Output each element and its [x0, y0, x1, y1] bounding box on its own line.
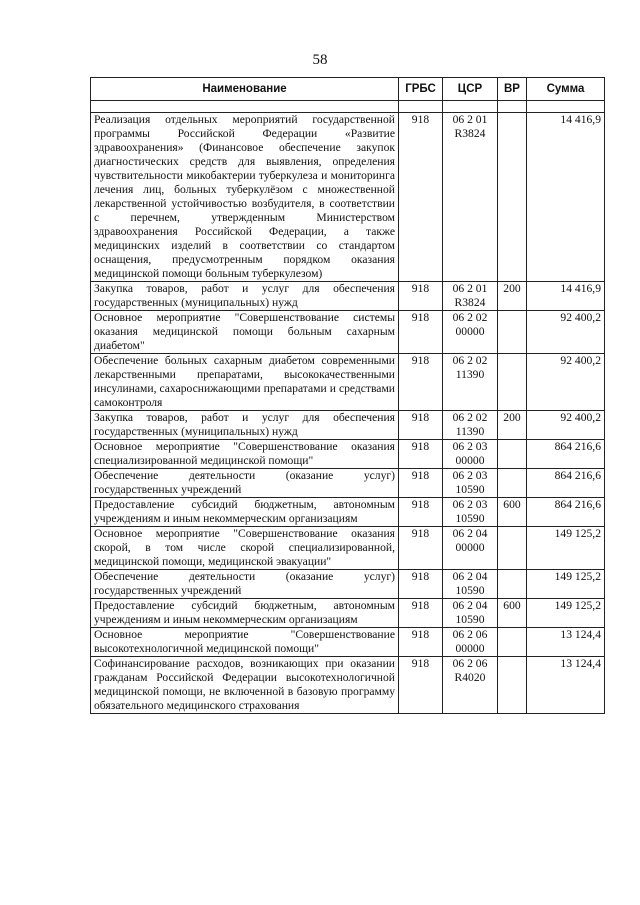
table-row: [91, 113, 605, 282]
row-csr: [443, 628, 498, 657]
row-csr-subcode: 10590: [455, 613, 485, 626]
row-csr-subcode: 00000: [455, 325, 485, 338]
row-csr: [443, 657, 498, 714]
row-csr-subcode: 11390: [455, 425, 485, 438]
row-grbs: 918: [399, 498, 443, 527]
row-vr: 200: [498, 411, 527, 440]
row-vr: [498, 657, 527, 714]
row-csr: [443, 599, 498, 628]
column-header-grbs: ГРБС: [399, 78, 443, 101]
table-row: [91, 498, 605, 527]
row-csr-code: 06 2 01: [452, 113, 488, 126]
budget-table: [90, 77, 605, 714]
row-csr-code: 06 2 06: [452, 657, 488, 670]
row-csr-subcode: R4020: [454, 671, 486, 684]
row-grbs: 918: [399, 282, 443, 311]
header-spacer-row: [91, 101, 605, 113]
table-row: [91, 282, 605, 311]
row-sum: 149 125,2: [527, 570, 605, 599]
table-row: [91, 311, 605, 354]
row-csr: [443, 570, 498, 599]
row-vr: 600: [498, 599, 527, 628]
row-name: Обеспечение деятельности (оказание услуг) государственных учреждений: [91, 469, 399, 498]
row-grbs: 918: [399, 440, 443, 469]
row-name: Закупка товаров, работ и услуг для обеспечения государственных (муниципальных) нужд: [91, 411, 399, 440]
row-vr: [498, 469, 527, 498]
table-row: [91, 440, 605, 469]
row-vr: [498, 311, 527, 354]
row-csr: [443, 354, 498, 411]
row-grbs: 918: [399, 113, 443, 282]
row-csr-subcode: 00000: [455, 454, 485, 467]
page-number: 58: [312, 52, 328, 68]
row-grbs: 918: [399, 354, 443, 411]
row-grbs: 918: [399, 570, 443, 599]
row-name: Реализация отдельных мероприятий государственной программы Российской Федерации «Развитие здравоохранения» (Финансовое обеспечение закупок диагностических средств для выявления, определения чувствительности микобактерии туберкулеза и мониторинга лечения лиц, больных туберкулёзом с множественной лекарственной устойчивостью возбудителя, в соответствии с перечнем, утвержденным Министерством здравоохранения Российской Федерации, а также медицинских изделий в соответствии со стандартом оснащения, предусмотренным порядком оказания медицинской помощи больным туберкулезом): [91, 113, 399, 282]
row-csr-subcode: 11390: [455, 368, 485, 381]
row-vr: [498, 440, 527, 469]
row-vr: [498, 628, 527, 657]
table-row: [91, 599, 605, 628]
row-csr-code: 06 2 03: [452, 440, 488, 453]
row-sum: 14 416,9: [527, 113, 605, 282]
row-csr: [443, 498, 498, 527]
row-name: Предоставление субсидий бюджетным, автономным учреждениям и иным некоммерческим организациям: [91, 599, 399, 628]
row-name: Софинансирование расходов, возникающих при оказании гражданам Российской Федерации высокотехнологичной медицинской помощи, не включенной в базовую программу обязательного медицинского страхования: [91, 657, 399, 714]
table-row: [91, 527, 605, 570]
row-grbs: 918: [399, 311, 443, 354]
column-header-vr: ВР: [498, 78, 527, 101]
row-csr: [443, 113, 498, 282]
row-csr-subcode: 00000: [455, 642, 485, 655]
row-sum: 149 125,2: [527, 527, 605, 570]
row-csr-code: 06 2 02: [452, 311, 488, 324]
row-grbs: 918: [399, 657, 443, 714]
row-csr-code: 06 2 06: [452, 628, 488, 641]
row-sum: 92 400,2: [527, 311, 605, 354]
row-sum: 92 400,2: [527, 354, 605, 411]
row-vr: 600: [498, 498, 527, 527]
row-csr: [443, 469, 498, 498]
column-header-sum: Сумма: [527, 78, 605, 101]
row-csr-code: 06 2 02: [452, 411, 488, 424]
row-csr: [443, 440, 498, 469]
row-csr-code: 06 2 03: [452, 498, 488, 511]
row-csr-code: 06 2 04: [452, 527, 488, 540]
row-sum: 13 124,4: [527, 628, 605, 657]
row-csr: [443, 311, 498, 354]
row-vr: 200: [498, 282, 527, 311]
row-name: Обеспечение деятельности (оказание услуг) государственных учреждений: [91, 570, 399, 599]
row-csr: [443, 411, 498, 440]
row-csr-subcode: 10590: [455, 512, 485, 525]
row-sum: 92 400,2: [527, 411, 605, 440]
table-header-row: [91, 78, 605, 101]
table-row: [91, 657, 605, 714]
table-row: [91, 411, 605, 440]
row-name: Основное мероприятие "Совершенствование оказания специализированной медицинской помощи": [91, 440, 399, 469]
row-vr: [498, 570, 527, 599]
row-csr-code: 06 2 04: [452, 599, 488, 612]
table-row: [91, 354, 605, 411]
row-name: Основное мероприятие "Совершенствование высокотехнологичной медицинской помощи": [91, 628, 399, 657]
row-csr-subcode: R3824: [454, 127, 486, 140]
row-name: Основное мероприятие "Совершенствование системы оказания медицинской помощи больным сахарным диабетом": [91, 311, 399, 354]
row-sum: 149 125,2: [527, 599, 605, 628]
table-row: [91, 469, 605, 498]
row-name: Основное мероприятие "Совершенствование оказания скорой, в том числе скорой специализированной, медицинской помощи, медицинской эвакуации": [91, 527, 399, 570]
row-csr-code: 06 2 04: [452, 570, 488, 583]
row-sum: 14 416,9: [527, 282, 605, 311]
column-header-name: Наименование: [91, 78, 399, 101]
row-grbs: 918: [399, 469, 443, 498]
row-grbs: 918: [399, 628, 443, 657]
row-csr: [443, 527, 498, 570]
row-csr: [443, 282, 498, 311]
row-csr-subcode: 10590: [455, 483, 485, 496]
column-header-csr: ЦСР: [443, 78, 498, 101]
row-vr: [498, 527, 527, 570]
row-sum: 864 216,6: [527, 440, 605, 469]
row-name: Предоставление субсидий бюджетным, автономным учреждениям и иным некоммерческим организациям: [91, 498, 399, 527]
row-vr: [498, 354, 527, 411]
row-grbs: 918: [399, 599, 443, 628]
row-grbs: 918: [399, 527, 443, 570]
row-grbs: 918: [399, 411, 443, 440]
row-name: Обеспечение больных сахарным диабетом современными лекарственными препаратами, высококачественными инсулинами, сахароснижающими препаратами и средствами самоконтроля: [91, 354, 399, 411]
row-csr-subcode: 00000: [455, 541, 485, 554]
row-csr-subcode: R3824: [454, 296, 486, 309]
row-name: Закупка товаров, работ и услуг для обеспечения государственных (муниципальных) нужд: [91, 282, 399, 311]
table-row: [91, 570, 605, 599]
row-sum: 864 216,6: [527, 469, 605, 498]
row-sum: 13 124,4: [527, 657, 605, 714]
row-sum: 864 216,6: [527, 498, 605, 527]
row-csr-code: 06 2 01: [452, 282, 488, 295]
row-csr-subcode: 10590: [455, 584, 485, 597]
row-csr-code: 06 2 02: [452, 354, 488, 367]
row-csr-code: 06 2 03: [452, 469, 488, 482]
table-row: [91, 628, 605, 657]
row-vr: [498, 113, 527, 282]
